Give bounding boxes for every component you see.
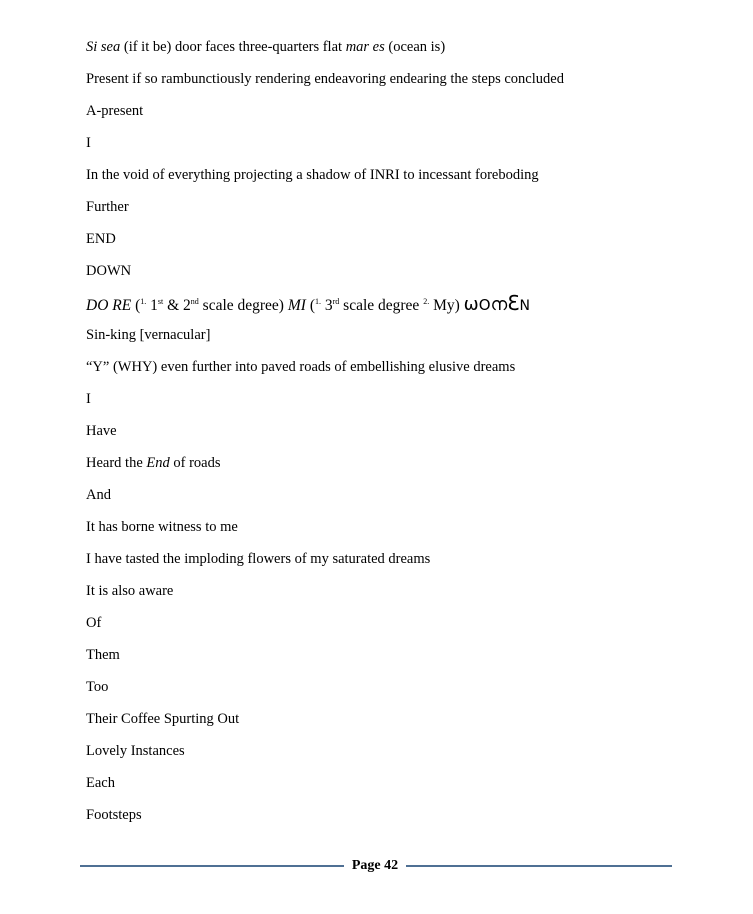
superscript: st [157,297,164,306]
poem-line: “Y” (WHY) even further into paved roads of embellishing elusive dreams [86,359,516,375]
poem-line: Footsteps [86,807,142,823]
poem-line: Too [86,679,109,695]
stylized-women-word [464,293,530,315]
poem-line: I [86,135,91,151]
poem-line [86,454,564,486]
text-segment: (if it be) door faces three-quarters flat [120,39,346,55]
superscript: 2. [423,297,430,306]
poem-line: A-present [86,103,144,119]
poem-line: Each [86,775,115,791]
italic-phrase: Si sea [86,39,121,55]
text-segment: 1 [146,297,158,314]
italic-phrase: DO RE [86,297,132,314]
poem-line: And [86,487,111,503]
footer-rule-left [80,865,344,867]
text-segment: scale degree) [198,297,288,314]
italic-phrase: MI [287,297,306,314]
text-segment: ( [131,297,141,314]
page-number: Page 42 [351,858,399,873]
poem-line: Further [86,199,129,215]
poem-line: Sin-king [vernacular] [86,327,211,343]
text-segment: ( [305,297,315,314]
superscript: 1. [314,297,321,306]
text-segment: (ocean is) [384,39,446,55]
glyph: Ꜫ [507,291,520,315]
page-footer [80,858,672,874]
poem-line: Their Coffee Spurting Out [86,711,240,727]
superscript: nd [190,297,199,306]
text-segment: My) [429,297,464,314]
italic-phrase: mar es [345,39,385,55]
superscript: rd [332,297,340,306]
glyph: N [519,298,531,314]
poem-line: I have tasted the imploding flowers of my saturated dreams [86,551,431,567]
poem-line: In the void of everything projecting a shadow of INRI to incessant foreboding [86,167,539,183]
glyph: ω [463,294,479,315]
text-segment: of roads [169,455,221,471]
footer-rule-right [406,865,672,867]
poem-line [86,38,564,70]
glyph: ന [490,294,508,315]
italic-phrase: End [146,455,170,471]
poem-line: Them [86,647,120,663]
poem-line: I [86,391,91,407]
poem-line: Have [86,423,117,439]
poem-line: It is also aware [86,583,174,599]
poem-line: Of [86,615,102,631]
poem-text [86,38,564,838]
poem-line-scale-degree [86,291,564,326]
glyph: O [478,296,491,314]
superscript: 1. [140,297,147,306]
text-segment: Heard the [86,455,147,471]
poem-line: END [86,231,116,247]
poem-line: Present if so rambunctiously rendering endeavoring endearing the steps concluded [86,71,564,87]
text-segment: & 2 [163,297,191,314]
poem-line: DOWN [86,263,132,279]
text-segment: scale degree [339,297,424,314]
poem-line: Lovely Instances [86,743,185,759]
poem-line: It has borne witness to me [86,519,238,535]
text-segment: 3 [320,297,333,314]
